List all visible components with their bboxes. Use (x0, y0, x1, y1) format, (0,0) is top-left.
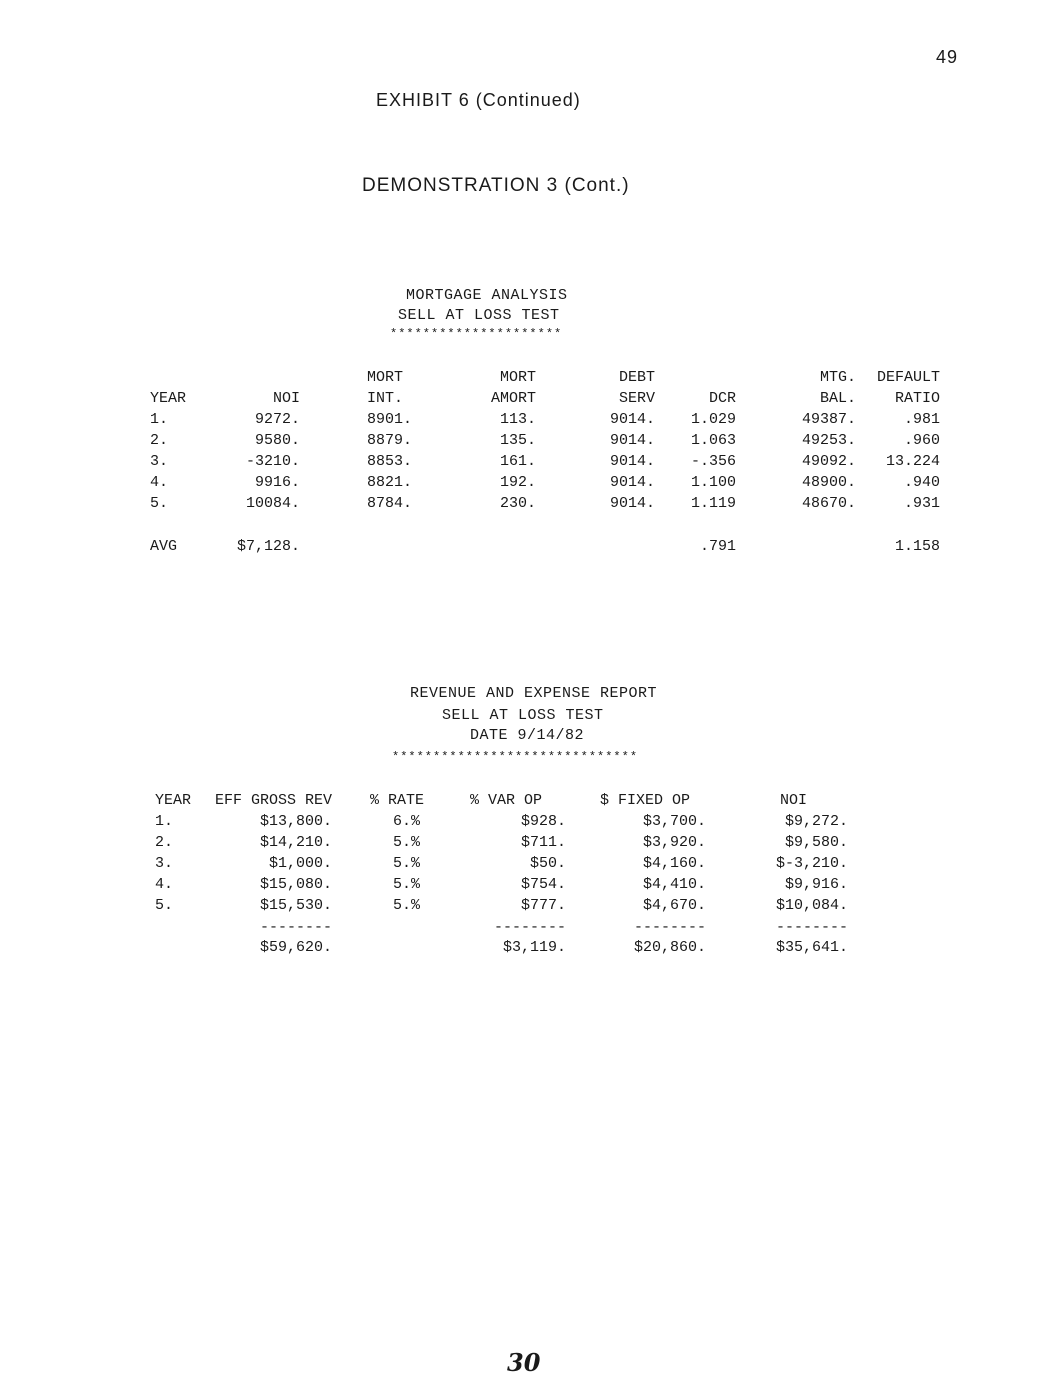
revenue-row-cell: $15,530. (259, 897, 332, 914)
revenue-row-cell: $-3,210. (775, 855, 848, 872)
revenue-row-cell: $14,210. (259, 834, 332, 851)
revenue-stars: ****************************** (392, 750, 639, 764)
mortgage-title: MORTGAGE ANALYSIS (406, 287, 568, 304)
mortgage-row-cell: 8821. (367, 474, 413, 491)
mortgage-row (0, 474, 1062, 494)
mortgage-row-cell: 8853. (367, 453, 413, 470)
revenue-header-cell: EFF GROSS REV (215, 792, 333, 809)
revenue-total-row-cell: $35,641. (775, 939, 848, 956)
revenue-dash-row-cell: -------- (775, 919, 848, 936)
revenue-row-cell: 1. (155, 813, 174, 830)
mortgage-row-cell: 3. (150, 453, 169, 470)
mortgage-row-cell: 13.224 (885, 453, 940, 470)
mortgage-row-cell: 49253. (801, 432, 856, 449)
revenue-row-cell: $711. (520, 834, 566, 851)
mortgage-row-cell: .940 (903, 474, 940, 491)
mortgage-row-cell: 1.119 (690, 495, 736, 512)
revenue-dash-row (0, 919, 1062, 939)
mortgage-row-cell: 9916. (254, 474, 300, 491)
revenue-row (0, 813, 1062, 833)
mortgage-row-cell: 49092. (801, 453, 856, 470)
revenue-subtitle: SELL AT LOSS TEST (442, 707, 604, 724)
mortgage-row-cell: 48900. (801, 474, 856, 491)
revenue-row-cell: $9,916. (784, 876, 848, 893)
revenue-row-cell: 5.% (392, 834, 420, 851)
revenue-total-row-cell: $20,860. (633, 939, 706, 956)
exhibit-title: EXHIBIT 6 (Continued) (376, 90, 581, 110)
mortgage-header-cell: NOI (272, 390, 300, 407)
revenue-header-cell: % RATE (370, 792, 425, 809)
revenue-row-cell: 2. (155, 834, 174, 851)
mortgage-row-cell: 1. (150, 411, 169, 428)
mortgage-row-cell: 9014. (609, 474, 655, 491)
mortgage-row (0, 453, 1062, 473)
mortgage-header-cell: RATIO (894, 390, 940, 407)
mortgage-row-cell: 49387. (801, 411, 856, 428)
mortgage-row-cell: 113. (499, 411, 536, 428)
mortgage-row-cell: 2. (150, 432, 169, 449)
mortgage-row-cell: 9580. (254, 432, 300, 449)
revenue-row-cell: $10,084. (775, 897, 848, 914)
mortgage-header-cell: BAL. (819, 390, 856, 407)
revenue-row-cell: $3,920. (642, 834, 706, 851)
mortgage-header-top-cell: MTG. (819, 369, 856, 386)
revenue-row-cell: 5. (155, 897, 174, 914)
page-number: 49 (936, 47, 959, 67)
mortgage-row-cell: 192. (499, 474, 536, 491)
revenue-row-cell: $4,160. (642, 855, 706, 872)
revenue-total-row-cell: $3,119. (502, 939, 566, 956)
revenue-total-row (0, 939, 1062, 959)
mortgage-header-cell: YEAR (150, 390, 187, 407)
mortgage-header-top-cell: MORT (499, 369, 536, 386)
mortgage-header-top (0, 369, 1062, 389)
mortgage-row-cell: 135. (499, 432, 536, 449)
mortgage-subtitle: SELL AT LOSS TEST (398, 307, 560, 324)
revenue-row (0, 876, 1062, 896)
revenue-row (0, 897, 1062, 917)
revenue-row (0, 855, 1062, 875)
mortgage-row-cell: 8879. (367, 432, 413, 449)
revenue-total-row-cell: $59,620. (259, 939, 332, 956)
revenue-row-cell: $3,700. (642, 813, 706, 830)
mortgage-row (0, 411, 1062, 431)
mortgage-header-top-cell: DEBT (618, 369, 655, 386)
mortgage-header (0, 390, 1062, 410)
mortgage-row-cell: 161. (499, 453, 536, 470)
revenue-row-cell: 5.% (392, 897, 420, 914)
mortgage-row-cell: -.356 (690, 453, 736, 470)
mortgage-header-cell: SERV (618, 390, 655, 407)
revenue-row-cell: $928. (520, 813, 566, 830)
revenue-row (0, 834, 1062, 854)
mortgage-row-cell: 8784. (367, 495, 413, 512)
mortgage-row-cell: 1.100 (690, 474, 736, 491)
mortgage-row-cell: 8901. (367, 411, 413, 428)
mortgage-row-cell: 1.029 (690, 411, 736, 428)
mortgage-row-cell: 5. (150, 495, 169, 512)
mortgage-row-cell: 4. (150, 474, 169, 491)
mortgage-row-cell: .981 (903, 411, 940, 428)
mortgage-avg-row-cell: AVG (150, 538, 178, 555)
revenue-header-cell: YEAR (155, 792, 192, 809)
mortgage-row-cell: 9272. (254, 411, 300, 428)
revenue-row-cell: $4,410. (642, 876, 706, 893)
mortgage-row-cell: 1.063 (690, 432, 736, 449)
mortgage-row (0, 432, 1062, 452)
revenue-dash-row-cell: -------- (633, 919, 706, 936)
mortgage-row-cell: .960 (903, 432, 940, 449)
revenue-header-cell: $ FIXED OP (600, 792, 691, 809)
mortgage-row-cell: 9014. (609, 432, 655, 449)
mortgage-header-top-cell: MORT (367, 369, 404, 386)
mortgage-stars: ********************* (390, 327, 563, 341)
mortgage-row (0, 495, 1062, 515)
mortgage-header-cell: DCR (708, 390, 736, 407)
handwritten-page-number: 30 (507, 1348, 541, 1377)
mortgage-avg-row-cell: $7,128. (236, 538, 300, 555)
revenue-row-cell: 3. (155, 855, 174, 872)
revenue-row-cell: 4. (155, 876, 174, 893)
mortgage-avg-row (0, 538, 1062, 558)
revenue-row-cell: $1,000. (268, 855, 332, 872)
revenue-row-cell: $9,580. (784, 834, 848, 851)
revenue-dash-row-cell: -------- (493, 919, 566, 936)
revenue-row-cell: 6.% (392, 813, 420, 830)
mortgage-row-cell: .931 (903, 495, 940, 512)
revenue-date: DATE 9/14/82 (470, 727, 585, 744)
mortgage-avg-row-cell: 1.158 (894, 538, 940, 555)
mortgage-row-cell: 48670. (801, 495, 856, 512)
mortgage-header-cell: INT. (367, 390, 404, 407)
mortgage-header-top-cell: DEFAULT (876, 369, 940, 386)
mortgage-row-cell: 10084. (245, 495, 300, 512)
revenue-header-cell: % VAR OP (470, 792, 543, 809)
revenue-row-cell: $777. (520, 897, 566, 914)
mortgage-row-cell: 9014. (609, 411, 655, 428)
demonstration-title: DEMONSTRATION 3 (Cont.) (362, 175, 630, 196)
revenue-row-cell: $15,080. (259, 876, 332, 893)
revenue-row-cell: 5.% (392, 855, 420, 872)
revenue-row-cell: $754. (520, 876, 566, 893)
mortgage-row-cell: 9014. (609, 495, 655, 512)
revenue-row-cell: $13,800. (259, 813, 332, 830)
revenue-row-cell: $4,670. (642, 897, 706, 914)
revenue-dash-row-cell: -------- (259, 919, 332, 936)
mortgage-avg-row-cell: .791 (699, 538, 736, 555)
revenue-row-cell: $50. (529, 855, 566, 872)
revenue-row-cell: 5.% (392, 876, 420, 893)
revenue-row-cell: $9,272. (784, 813, 848, 830)
mortgage-header-cell: AMORT (490, 390, 536, 407)
revenue-header-cell: NOI (780, 792, 808, 809)
mortgage-row-cell: 230. (499, 495, 536, 512)
revenue-title: REVENUE AND EXPENSE REPORT (410, 685, 658, 702)
mortgage-row-cell: 9014. (609, 453, 655, 470)
revenue-header (0, 792, 1062, 812)
mortgage-row-cell: -3210. (245, 453, 300, 470)
